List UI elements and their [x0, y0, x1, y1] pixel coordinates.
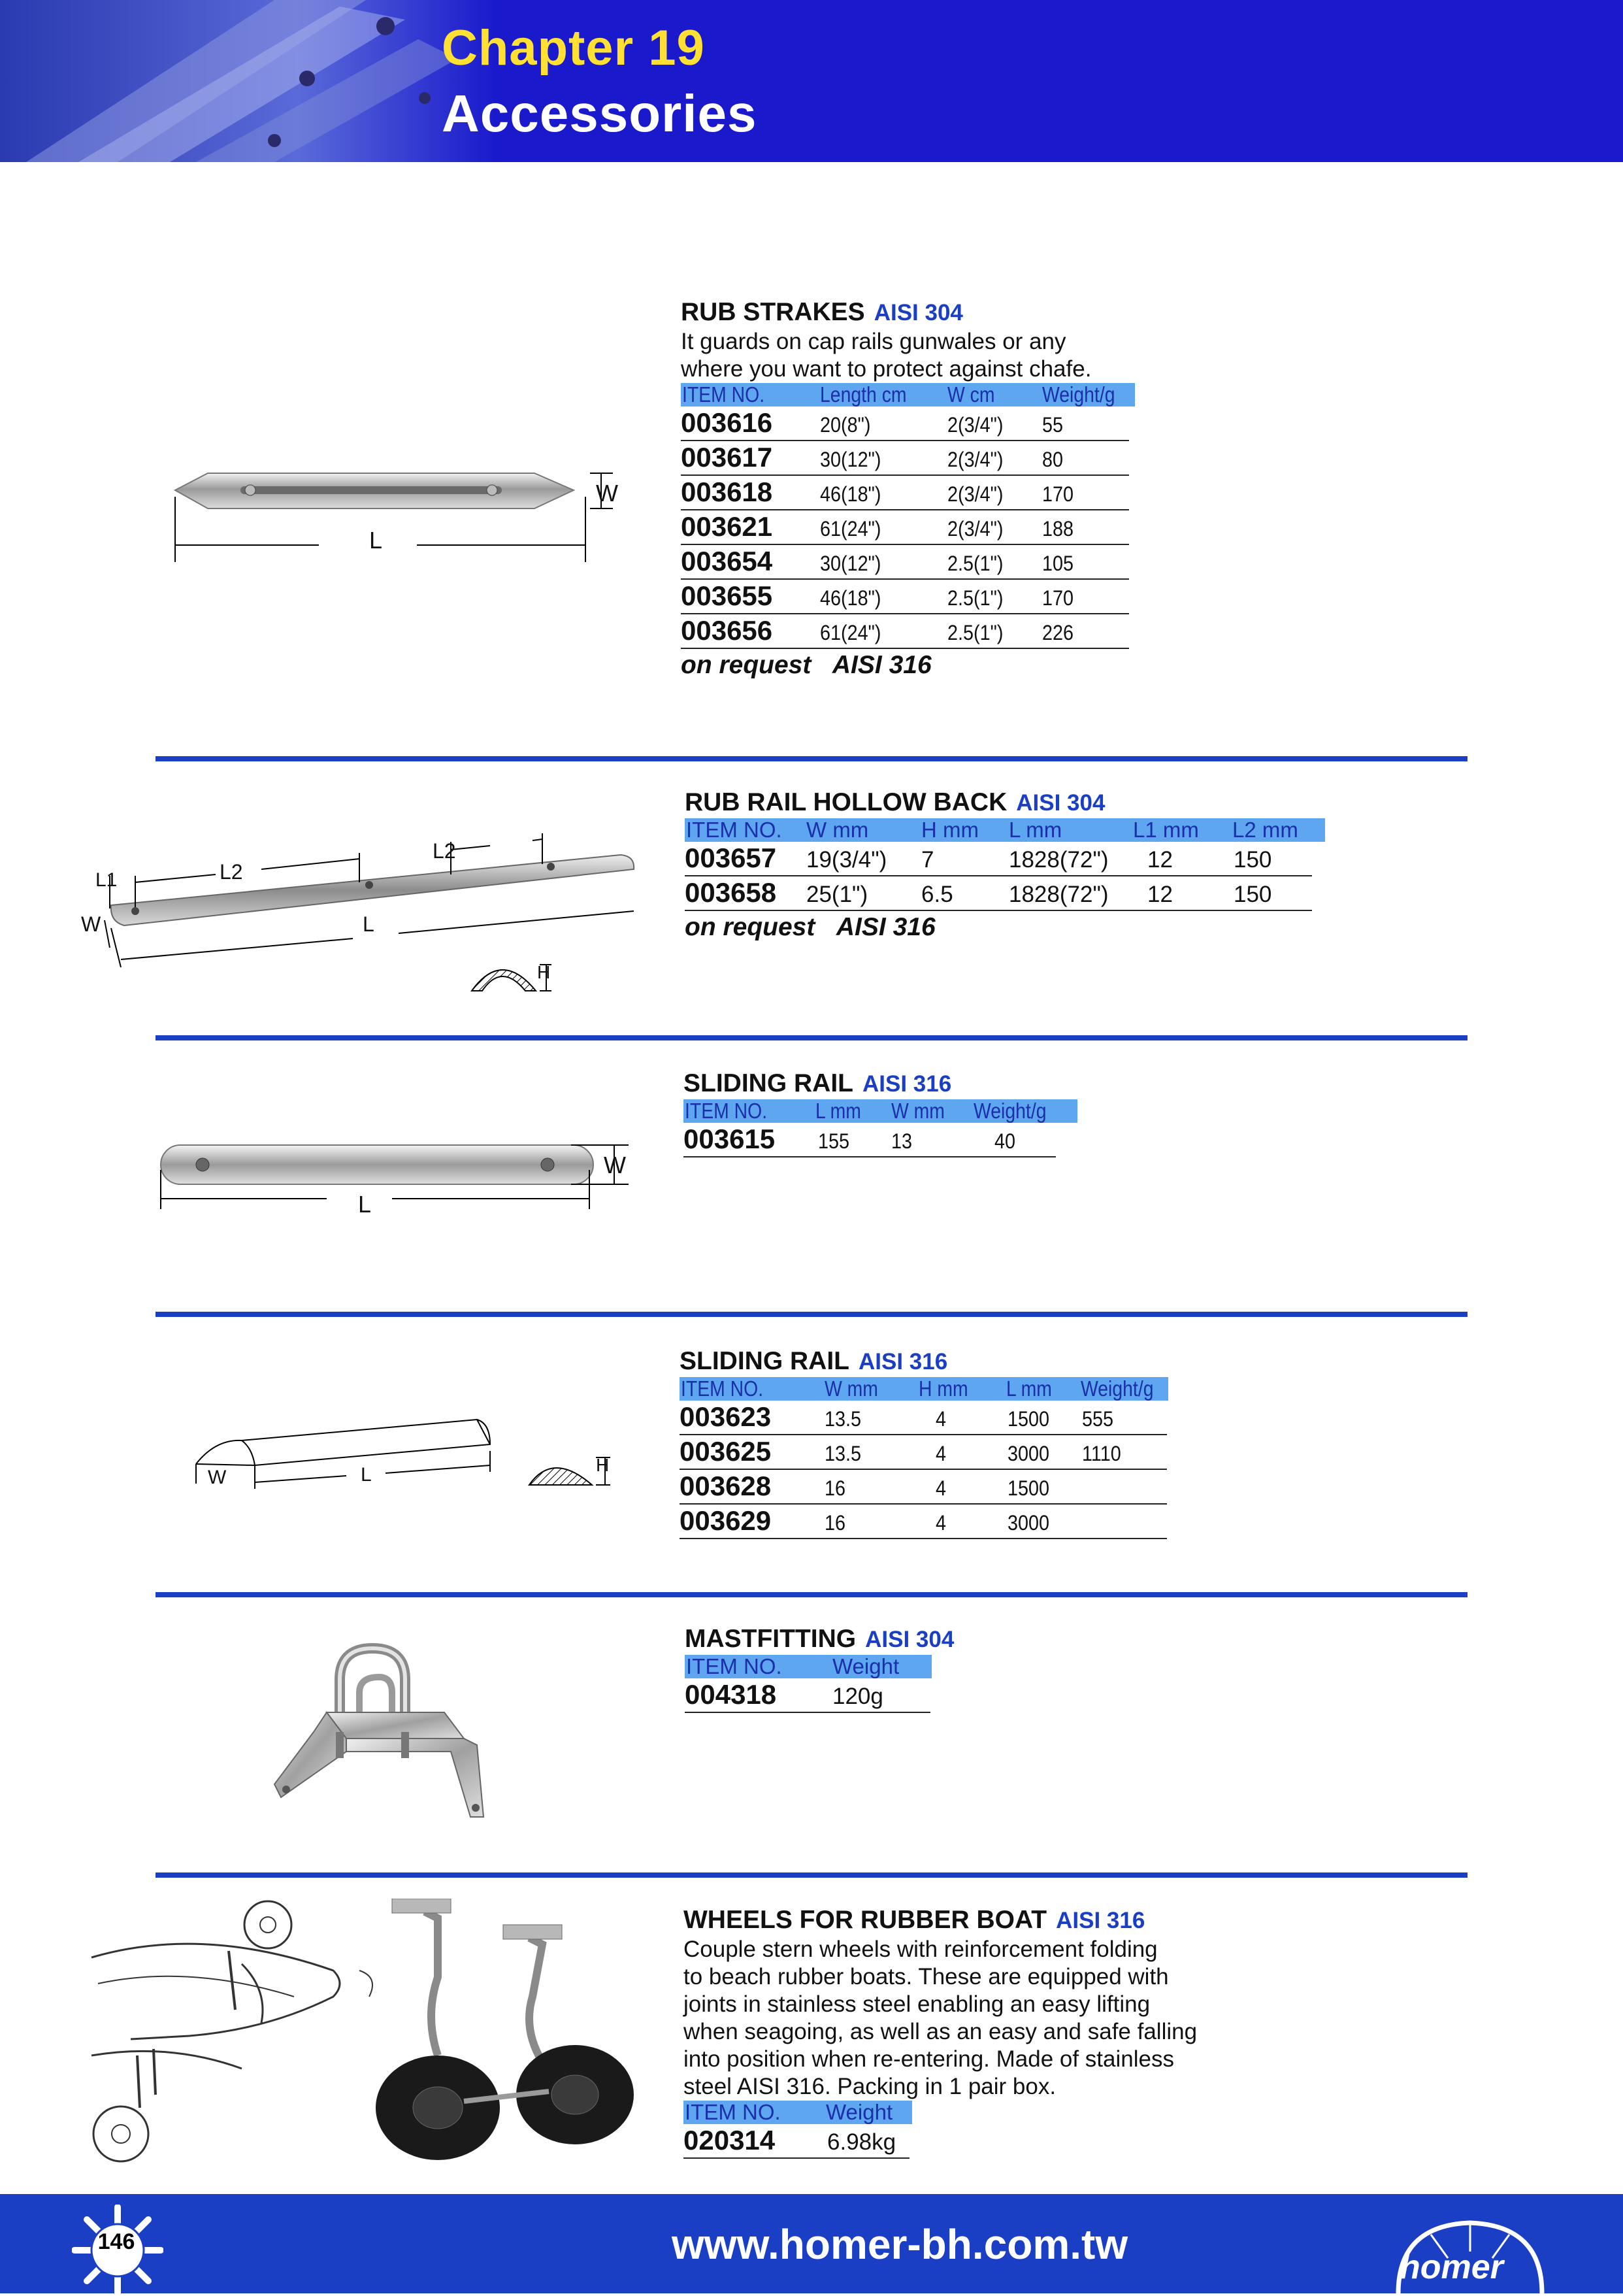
section-divider — [156, 756, 1467, 761]
rub-rail-section — [685, 788, 1325, 944]
table-row: 003615 155 13 40 — [683, 1123, 1056, 1157]
section-divider — [156, 1592, 1467, 1597]
section-title: MASTFITTING AISI 304 — [685, 1625, 955, 1653]
rub-rail-drawing — [72, 830, 640, 1000]
header-hardware-photo — [0, 0, 497, 162]
section-title: RUB STRAKES AISI 304 — [681, 298, 963, 326]
material-label: AISI 304 — [1016, 790, 1106, 816]
rub-strakes-table — [681, 407, 1129, 649]
rub-rail-dim-l: L — [363, 912, 374, 936]
table-row: 003656 61(24") 2.5(1") 226 — [681, 614, 1129, 649]
chapter-header — [0, 0, 1623, 162]
sliding-rail-1-table — [683, 1123, 1056, 1157]
table-row: 003657 19(3/4") 7 1828(72") 12 150 — [685, 842, 1312, 876]
sliding-rail-1-dim-w: W — [604, 1152, 626, 1178]
section-divider — [156, 1312, 1467, 1317]
table-row: 003625 13.5 4 3000 1110 — [680, 1435, 1167, 1470]
material-label: AISI 316 — [859, 1349, 948, 1374]
table-row: 003623 13.5 4 1500 555 — [680, 1401, 1167, 1435]
material-label: AISI 304 — [865, 1627, 955, 1652]
section-divider — [156, 1035, 1467, 1040]
section-title: WHEELS FOR RUBBER BOAT AISI 316 — [683, 1906, 1145, 1934]
section-title: SLIDING RAIL AISI 316 — [683, 1069, 952, 1097]
table-header: ITEM NO. W mm H mm L mm L1 mm L2 mm — [685, 818, 1325, 842]
table-header: ITEM NO. Length cm W cm Weight/g — [681, 383, 1135, 407]
table-row: 003629 16 4 3000 — [680, 1505, 1167, 1539]
wheels-photo — [72, 1899, 647, 2173]
section-divider — [156, 1872, 1467, 1878]
table-row: 003654 30(12") 2.5(1") 105 — [681, 545, 1129, 580]
page-footer — [0, 2194, 1623, 2293]
sliding-rail-2-drawing — [189, 1412, 497, 1497]
description-line: into position when re-entering. Made of stainless — [683, 2046, 1174, 2072]
sliding-rail-1-drawing — [157, 1137, 640, 1209]
sliding-rail-2-dim-h: H — [596, 1455, 610, 1475]
table-row: 020314 6.98kg — [683, 2124, 910, 2159]
rub-rail-dim-l2-right: L2 — [433, 839, 456, 863]
description-line: where you want to protect against chafe. — [681, 356, 1092, 382]
sliding-rail-2-dim-l: L — [361, 1464, 372, 1486]
description-line: joints in stainless steel enabling an easy lifting — [683, 1991, 1151, 2017]
description-line: steel AISI 316. Packing in 1 pair box. — [683, 2074, 1057, 2099]
sliding-rail-1-dim-l: L — [358, 1191, 372, 1218]
section-title: SLIDING RAIL AISI 316 — [680, 1347, 948, 1375]
mastfitting-photo — [268, 1640, 503, 1837]
table-header: ITEM NO. Weight — [685, 1655, 932, 1678]
mastfitting-section — [685, 1624, 959, 1713]
on-request-note: on request AISI 316 — [685, 913, 936, 941]
website-url[interactable]: www.homer-bh.com.tw — [672, 2221, 1128, 2268]
rub-strake-dim-w: W — [596, 480, 618, 507]
material-label: AISI 316 — [862, 1071, 952, 1097]
rub-rail-dim-l1: L1 — [95, 869, 118, 891]
sliding-rail-1-section — [683, 1069, 1075, 1157]
table-row: 003628 16 4 1500 — [680, 1470, 1167, 1505]
rub-strake-dim-l: L — [369, 527, 383, 554]
rub-rail-dim-w: W — [81, 912, 101, 936]
page-number: 146 — [97, 2229, 135, 2254]
rub-rail-dim-h: H — [537, 962, 551, 982]
material-label: AISI 304 — [874, 300, 963, 325]
table-row: 003658 25(1") 6.5 1828(72") 12 150 — [685, 876, 1312, 911]
chapter-number: Chapter 19 — [442, 20, 705, 76]
table-header: ITEM NO. W mm H mm L mm Weight/g — [680, 1377, 1168, 1401]
homer-logo-text: homer — [1400, 2248, 1503, 2286]
chapter-title: Accessories — [442, 84, 757, 142]
on-request-note: on request AISI 316 — [681, 651, 932, 679]
table-row: 003616 20(8") 2(3/4") 55 — [681, 407, 1129, 441]
description-line: when seagoing, as well as an easy and safe falling — [683, 2019, 1198, 2044]
wheels-section — [683, 1905, 1271, 2159]
rub-rail-dim-l2-left: L2 — [220, 860, 243, 884]
description-line: It guards on cap rails gunwales or any — [681, 329, 1066, 354]
table-row: 003621 61(24") 2(3/4") 188 — [681, 510, 1129, 545]
wheels-table — [683, 2124, 910, 2159]
rub-rail-table — [685, 842, 1312, 911]
material-label: AISI 316 — [1056, 1908, 1145, 1933]
mastfitting-table — [685, 1678, 930, 1713]
rub-strakes-section — [681, 297, 1138, 682]
table-header: ITEM NO. Weight — [683, 2101, 912, 2124]
table-row: 003655 46(18") 2.5(1") 170 — [681, 580, 1129, 614]
description-line: Couple stern wheels with reinforcement folding — [683, 1937, 1158, 1962]
sliding-rail-2-section — [680, 1346, 1176, 1539]
table-row: 004318 120g — [685, 1678, 930, 1713]
table-header: ITEM NO. L mm W mm Weight/g — [683, 1099, 1077, 1123]
table-row: 003618 46(18") 2(3/4") 170 — [681, 476, 1129, 510]
table-row: 003617 30(12") 2(3/4") 80 — [681, 441, 1129, 476]
section-title: RUB RAIL HOLLOW BACK AISI 304 — [685, 788, 1106, 816]
sliding-rail-2-table — [680, 1401, 1167, 1539]
sliding-rail-2-dim-w: W — [208, 1467, 227, 1488]
rub-strake-drawing — [169, 458, 626, 562]
description-line: to beach rubber boats. These are equipped with — [683, 1964, 1169, 1989]
